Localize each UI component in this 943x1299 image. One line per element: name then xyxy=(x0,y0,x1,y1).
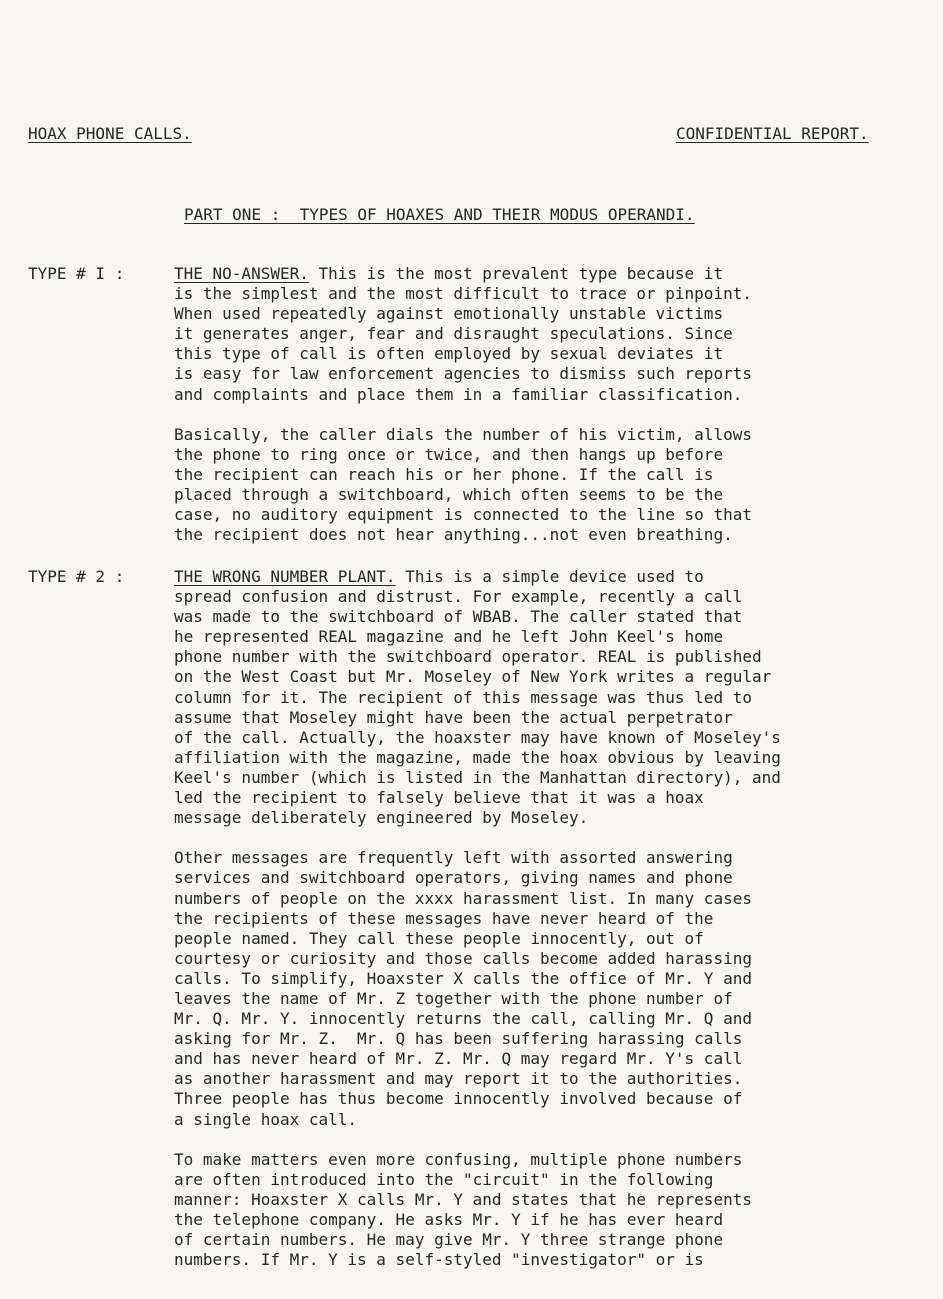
header-classification: CONFIDENTIAL REPORT. xyxy=(676,124,869,143)
text-line: affiliation with the magazine, made the hoax obvious by leaving xyxy=(174,747,781,767)
text-line: are often introduced into the "circuit" in the following xyxy=(174,1169,714,1189)
text-line: people named. They call these people innocently, out of xyxy=(174,928,704,948)
text-line: courtesy or curiosity and those calls become added harassing xyxy=(174,948,752,968)
type-2-heading: THE WRONG NUMBER PLANT. xyxy=(174,567,396,586)
text-line: it generates anger, fear and disraught speculations. Since xyxy=(174,324,733,344)
part-title: PART ONE : TYPES OF HOAXES AND THEIR MODUS OPERANDI. xyxy=(184,205,695,224)
text-line: led the recipient to falsely believe that it was a hoax xyxy=(174,788,704,808)
text-line: is easy for law enforcement agencies to dismiss such reports xyxy=(174,364,752,384)
type-1-heading: THE NO-ANSWER. xyxy=(174,264,309,283)
text-line: placed through a switchboard, which often seems to be the xyxy=(174,485,724,505)
text-line: the recipient does not hear anything...not even breathing. xyxy=(174,525,733,545)
text-line: column for it. The recipient of this message was thus led to xyxy=(174,687,752,707)
text-line: numbers of people on the xxxx harassment list. In many cases xyxy=(174,888,752,908)
type-1-label: TYPE # I : xyxy=(28,264,125,283)
text-line: and complaints and place them in a familiar classification. xyxy=(174,384,743,404)
text-line: the telephone company. He asks Mr. Y if he has ever heard xyxy=(174,1210,724,1229)
text-line: this type of call is often employed by sexual deviates it xyxy=(174,344,724,364)
text-line: as another harassment and may report it to the authorities. xyxy=(174,1069,743,1089)
text-line: leaves the name of Mr. Z together with the phone number of xyxy=(174,988,733,1008)
text-line: This is the most prevalent type because it xyxy=(308,264,724,283)
text-line: is the simplest and the most difficult to trace or pinpoint. xyxy=(174,284,752,304)
text-line: Keel's number (which is listed in the Manhattan directory), and xyxy=(174,767,781,787)
text-line: This is a simple device used to xyxy=(395,567,704,586)
text-line: spread confusion and distrust. For example, recently a call xyxy=(174,587,743,607)
text-line: To make matters even more confusing, multiple phone numbers xyxy=(174,1149,743,1169)
type-1-first-line xyxy=(174,264,943,284)
text-line: services and switchboard operators, giving names and phone xyxy=(174,868,733,888)
text-line: Other messages are frequently left with assorted answering xyxy=(174,848,733,868)
type-1-section xyxy=(174,264,943,545)
text-line: numbers. If Mr. Y is a self-styled "investigator" or is xyxy=(174,1250,704,1270)
text-line: case, no auditory equipment is connected to the line so that xyxy=(174,505,752,525)
text-line: asking for Mr. Z. Mr. Q has been suffering harassing calls xyxy=(174,1029,743,1049)
text-line: he represented REAL magazine and he left John Keel's home xyxy=(174,627,724,647)
text-line: a single hoax call. xyxy=(174,1109,358,1129)
text-line: was made to the switchboard of WBAB. The caller stated that xyxy=(174,607,743,627)
text-line: the recipients of these messages have never heard of the xyxy=(174,908,714,928)
text-line: the recipient can reach his or her phone. If the call is xyxy=(174,464,714,484)
type-2-first-line xyxy=(174,567,943,587)
text-line: phone number with the switchboard operator. REAL is published xyxy=(174,647,762,667)
text-line: Mr. Q. Mr. Y. innocently returns the call, calling Mr. Q and xyxy=(174,1009,752,1029)
text-line: When used repeatedly against emotionally unstable victims xyxy=(174,304,724,324)
text-line: assume that Moseley might have been the actual perpetrator xyxy=(174,707,733,727)
type-2-section xyxy=(174,567,943,1270)
text-line: and has never heard of Mr. Z. Mr. Q may regard Mr. Y's call xyxy=(174,1049,743,1069)
header-title: HOAX PHONE CALLS. xyxy=(28,124,192,143)
text-line: message deliberately engineered by Moseley. xyxy=(174,808,589,828)
text-line: on the West Coast but Mr. Moseley of New York writes a regular xyxy=(174,667,772,687)
text-line: Three people has thus become innocently involved because of xyxy=(174,1089,743,1109)
type-2-label: TYPE # 2 : xyxy=(28,567,125,586)
text-line: manner: Hoaxster X calls Mr. Y and states that he represents xyxy=(174,1189,752,1209)
text-line: the phone to ring once or twice, and then hangs up before xyxy=(174,444,724,464)
text-line: of certain numbers. He may give Mr. Y three strange phone xyxy=(174,1230,724,1250)
text-line: Basically, the caller dials the number of his victim, allows xyxy=(174,424,752,444)
text-line: of the call. Actually, the hoaxster may have known of Moseley's xyxy=(174,727,781,747)
text-line: calls. To simplify, Hoaxster X calls the office of Mr. Y and xyxy=(174,968,752,988)
